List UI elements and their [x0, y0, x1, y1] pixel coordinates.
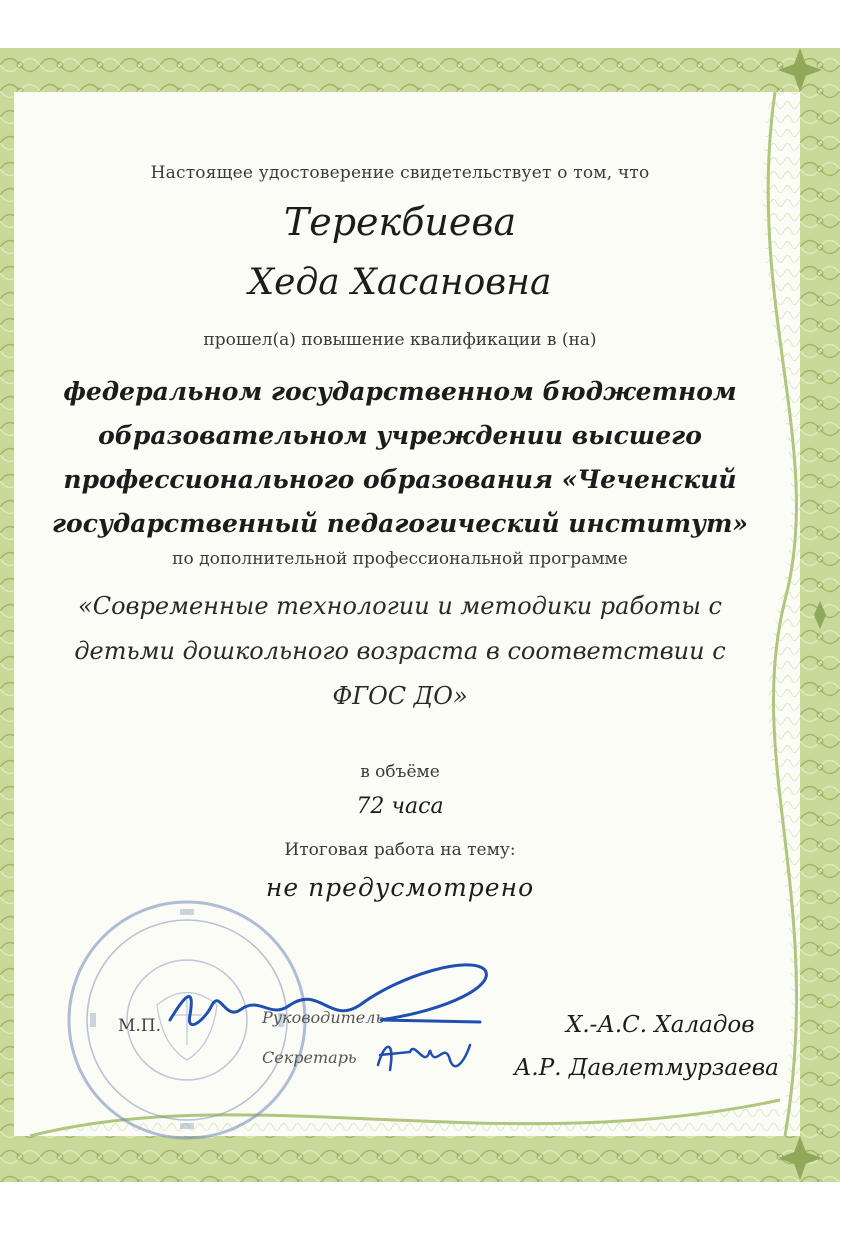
institution-line: профессионального образования «Чеченский	[63, 465, 737, 494]
volume-value: 72 часа	[356, 794, 444, 819]
secretary-signature	[370, 1030, 480, 1080]
institution-line: образовательном учреждении высшего	[98, 421, 702, 450]
final-work-label: Итоговая работа на тему:	[284, 840, 516, 860]
secretary-name: А.Р. Давлетмурзаева	[514, 1055, 779, 1081]
seal-place-label: М.П.	[118, 1016, 162, 1036]
holder-surname: Терекбиева	[283, 200, 517, 244]
secretary-role-label: Секретарь	[262, 1048, 357, 1067]
volume-label: в объёме	[360, 762, 440, 782]
institution-name	[0, 370, 800, 546]
program-line: ФГОС ДО»	[332, 682, 468, 710]
passed-statement: прошел(а) повышение квалификации в (на)	[203, 330, 597, 350]
program-line: детьми дошкольного возраста в соответствии с	[74, 637, 726, 665]
certificate-intro: Настоящее удостоверение свидетельствует о том, что	[150, 163, 650, 183]
institution-line: федеральном государственном бюджетном	[63, 377, 737, 406]
program-title	[0, 584, 800, 719]
program-label: по дополнительной профессиональной программе	[172, 549, 628, 569]
director-signature	[150, 950, 500, 1040]
holder-given-names: Хеда Хасановна	[248, 262, 552, 303]
program-line: «Современные технологии и методики работы с	[78, 592, 722, 620]
final-work-value: не предусмотрено	[265, 873, 535, 902]
director-name: Х.-А.С. Халадов	[566, 1012, 755, 1038]
institution-line: государственный педагогический институт»	[51, 509, 749, 538]
director-role-label: Руководитель	[262, 1008, 385, 1027]
